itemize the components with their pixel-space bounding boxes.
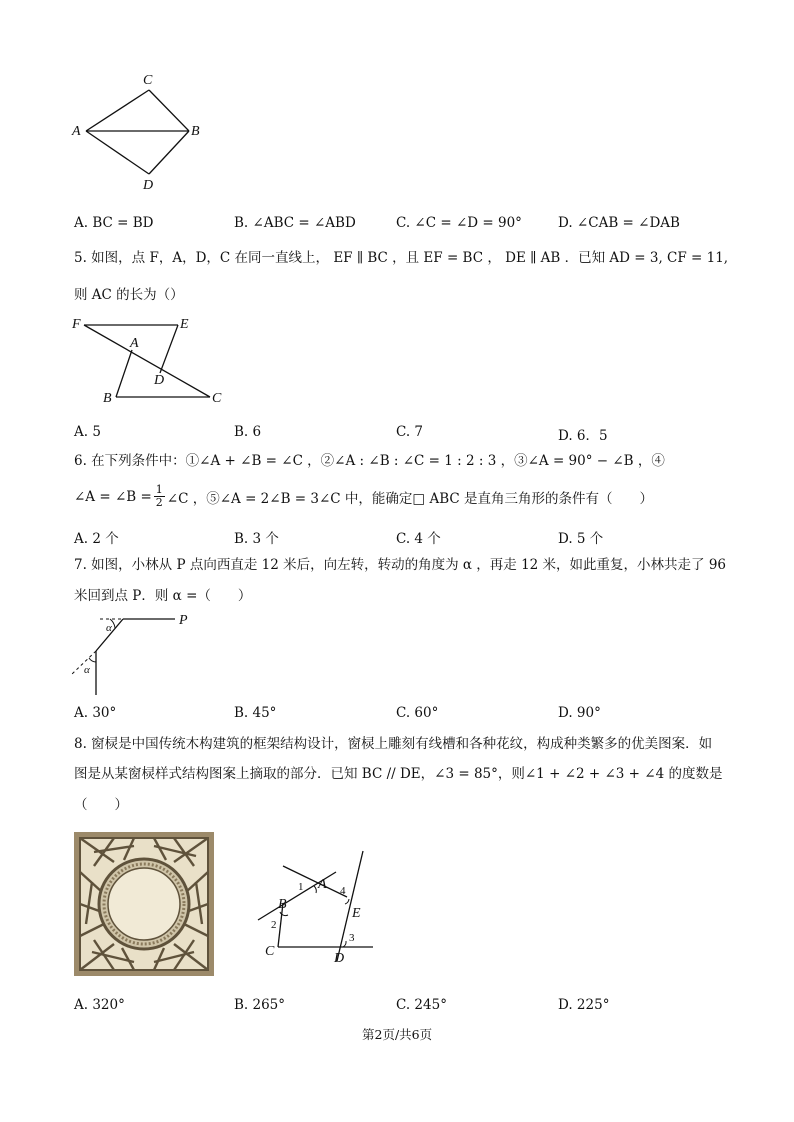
q8-label-e: E bbox=[352, 906, 361, 921]
q8-stem-line3: （ ） bbox=[74, 797, 128, 813]
q6-fraction-numerator: 1 bbox=[155, 483, 163, 496]
q6-option-c: C. 4 个 bbox=[396, 531, 441, 547]
q6-option-b: B. 3 个 bbox=[234, 531, 279, 547]
q8-stem-line1: 8. 窗棂是中国传统木构建筑的框架结构设计，窗棂上雕刻有线槽和各种花纹，构成种类繁多的优美图案．如 bbox=[74, 736, 713, 752]
q8-label-c: C bbox=[265, 944, 275, 959]
q5-option-c: C. 7 bbox=[396, 424, 424, 440]
q6-option-a: A. 2 个 bbox=[74, 531, 119, 547]
q7-label-alpha-bottom: α bbox=[84, 664, 90, 676]
q8-option-c: C. 245° bbox=[396, 997, 447, 1013]
q5-stem-line1: 5. 如图，点 F，A，D，C 在同一直线上， EF ∥ BC ，且 EF = BC ， DE ∥ AB ．已知 AD = 3, CF = 11, bbox=[74, 250, 729, 266]
q5-label-f: F bbox=[72, 317, 81, 332]
q7-option-d: D. 90° bbox=[558, 705, 601, 721]
q5-label-a: A bbox=[130, 336, 139, 351]
q8-label-b: B bbox=[278, 897, 287, 912]
q5-option-a: A. 5 bbox=[74, 424, 101, 440]
q8-option-a: A. 320° bbox=[74, 997, 125, 1013]
q6-stem-line1: 6. 在下列条件中：①∠A + ∠B = ∠C ，②∠A : ∠B : ∠C = 1 : 2 : 3 ，③∠A = 90° − ∠B ，④ bbox=[74, 453, 665, 469]
q8-label-a: A bbox=[318, 877, 327, 892]
q4-label-b: B bbox=[191, 124, 200, 139]
q4-label-a: A bbox=[72, 124, 81, 139]
q7-stem-line2: 米回到点 P．则 α =（ ） bbox=[74, 588, 252, 604]
q5-label-d: D bbox=[154, 373, 165, 388]
q4-label-d: D bbox=[143, 178, 154, 193]
q7-option-b: B. 45° bbox=[234, 705, 277, 721]
q6-fraction-denominator: 2 bbox=[155, 496, 163, 510]
q7-option-c: C. 60° bbox=[396, 705, 439, 721]
q5-label-c: C bbox=[212, 391, 222, 406]
q5-option-b: B. 6 bbox=[234, 424, 262, 440]
q7-option-a: A. 30° bbox=[74, 705, 117, 721]
q8-stem-line2: 图是从某窗棂样式结构图案上摘取的部分．已知 BC // DE，∠3 = 85°，则∠1 + ∠2 + ∠3 + ∠4 的度数是 bbox=[74, 766, 723, 782]
q8-label-2: 2 bbox=[271, 919, 277, 931]
q6-option-d: D. 5 个 bbox=[558, 531, 604, 547]
q6-line2-post: ∠C ，⑤∠A = 2∠B = 3∠C 中，能确定□ ABC 是直角三角形的条件有（ ） bbox=[166, 490, 654, 507]
q8-label-1: 1 bbox=[298, 881, 304, 893]
q6-line2-pre: ∠A = ∠B = bbox=[74, 488, 152, 505]
q4-option-b: B. ∠ABC = ∠ABD bbox=[234, 215, 356, 231]
q5-label-e: E bbox=[180, 317, 189, 332]
q8-label-d: D bbox=[334, 951, 345, 966]
q5-stem-line2: 则 AC 的长为（） bbox=[74, 287, 184, 303]
q7-label-alpha-top: α bbox=[106, 622, 112, 634]
q4-label-c: C bbox=[143, 73, 153, 88]
page-number: 第2页/共6页 bbox=[362, 1027, 433, 1042]
q8-label-4: 4 bbox=[340, 885, 346, 897]
q5-label-b: B bbox=[103, 391, 112, 406]
q8-label-3: 3 bbox=[349, 932, 355, 944]
q4-option-a: A. BC = BD bbox=[74, 215, 154, 231]
q4-option-c: C. ∠C = ∠D = 90° bbox=[396, 215, 522, 231]
q7-label-p: P bbox=[179, 613, 188, 628]
q7-stem-line1: 7. 如图，小林从 P 点向西直走 12 米后，向左转，转动的角度为 α ，再走 12 米，如此重复，小林共走了 96 bbox=[74, 557, 727, 573]
q4-option-d: D. ∠CAB = ∠DAB bbox=[558, 215, 680, 231]
q8-option-d: D. 225° bbox=[558, 997, 610, 1013]
q8-option-b: B. 265° bbox=[234, 997, 286, 1013]
q5-option-d: D. 6．5 bbox=[558, 428, 608, 444]
